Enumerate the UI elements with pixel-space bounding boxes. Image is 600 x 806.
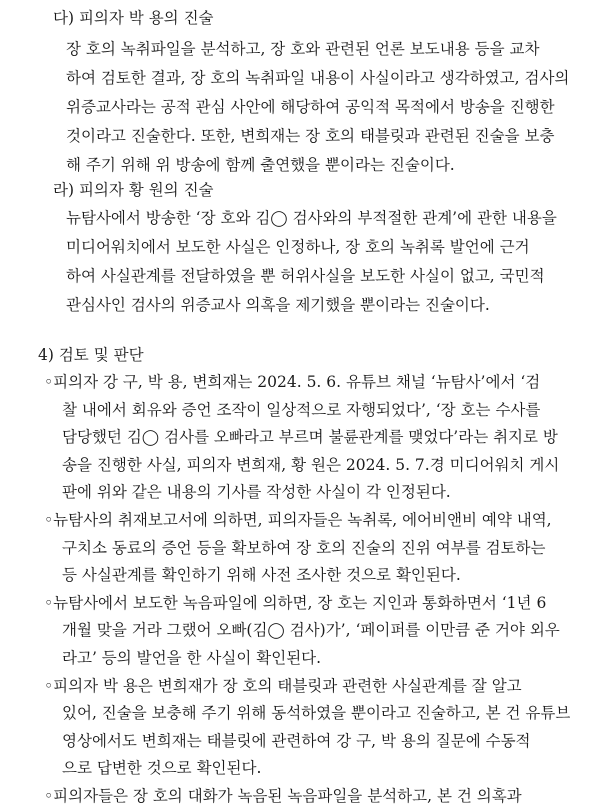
paragraph-line: 하여 검토한 결과, 장 호의 녹취파일 내용이 사실이라고 생각하였고, 검사의 [66,69,570,87]
paragraph-line: 것이라고 진술한다. 또한, 변희재는 장 호의 태블릿과 관련된 진술을 보충 [66,127,555,145]
list-item-line: 으로 답변한 것으로 확인된다. [62,759,262,778]
list-item-line: 영상에서도 변희재는 태블릿에 관련하여 강 구, 박 용의 질문에 수동적 [62,731,531,750]
list-item-line: ◦뉴탐사에서 보도한 녹음파일에 의하면, 장 호는 지인과 통화하면서 ‘1년 6 [44,593,547,612]
list-item-line: ◦피의자들은 장 호의 대화가 녹음된 녹음파일을 분석하고, 본 건 의혹과 [44,787,522,805]
section-heading-ra: 라) 피의자 황 원의 진술 [53,181,214,199]
paragraph-line: 하여 사실관계를 전달하였을 뿐 허위사실을 보도한 사실이 없고, 국민적 [66,267,545,285]
list-item-line: 구치소 동료의 증언 등을 확보하여 장 호의 진술의 진위 여부를 검토하는 [62,538,546,557]
paragraph-line: 미디어워치에서 보도한 사실은 인정하나, 장 호의 녹취록 발언에 근거 [66,238,530,256]
paragraph-line: 해 주기 위해 위 방송에 함께 출연했을 뿐이라는 진술이다. [66,156,455,174]
section-heading-da: 다) 피의자 박 용의 진술 [53,9,214,27]
list-item-line: 찰 내에서 회유와 증언 조작이 일상적으로 자행되었다’, ‘장 호는 수사를 [62,400,541,419]
list-item-line: ◦뉴탐사의 취재보고서에 의하면, 피의자들은 녹취록, 에어비앤비 예약 내역, [44,511,552,529]
list-item-line: 판에 위와 같은 내용의 기사를 작성한 사실이 각 인정된다. [62,483,451,502]
list-item-line: 송을 진행한 사실, 피의자 변희재, 황 원은 2024. 5. 7.경 미디어워치 게시 [62,455,560,474]
paragraph-line: 뉴탐사에서 방송한 ‘장 호와 김◯ 검사와의 부적절한 관계’에 관한 내용을 [66,209,557,227]
list-item-line: 등 사실관계를 확인하기 위해 사전 조사한 것으로 확인된다. [62,566,461,585]
section-heading-4: 4) 검토 및 판단 [38,346,144,364]
list-item-line: ◦피의자 박 용은 변희재가 장 호의 태블릿과 관련한 사실관계를 잘 알고 [44,676,522,695]
list-item-line: 있어, 진술을 보충해 주기 위해 동석하였을 뿐이라고 진술하고, 본 건 유튜브 [62,704,571,723]
paragraph-line: 장 호의 녹취파일을 분석하고, 장 호와 관련된 언론 보도내용 등을 교차 [66,40,540,58]
list-item-line: ◦피의자 강 구, 박 용, 변희재는 2024. 5. 6. 유튜브 채널 ‘뉴탐사’에서 ‘검 [44,373,541,391]
list-item-line: 개월 맞을 거라 그랬어 오빠(김◯ 검사)가’, ‘페이퍼를 이만큼 준 거야 외우 [62,621,560,640]
paragraph-line: 관심사인 검사의 위증교사 의혹을 제기했을 뿐이라는 진술이다. [66,296,490,314]
list-item-line: 라고’ 등의 발언을 한 사실이 확인된다. [62,649,322,667]
paragraph-line: 위증교사라는 공적 관심 사안에 해당하여 공익적 목적에서 방송을 진행한 [66,98,555,116]
list-item-line: 담당했던 김◯ 검사를 오빠라고 부르며 불륜관계를 맺었다’라는 취지로 방 [62,428,558,447]
